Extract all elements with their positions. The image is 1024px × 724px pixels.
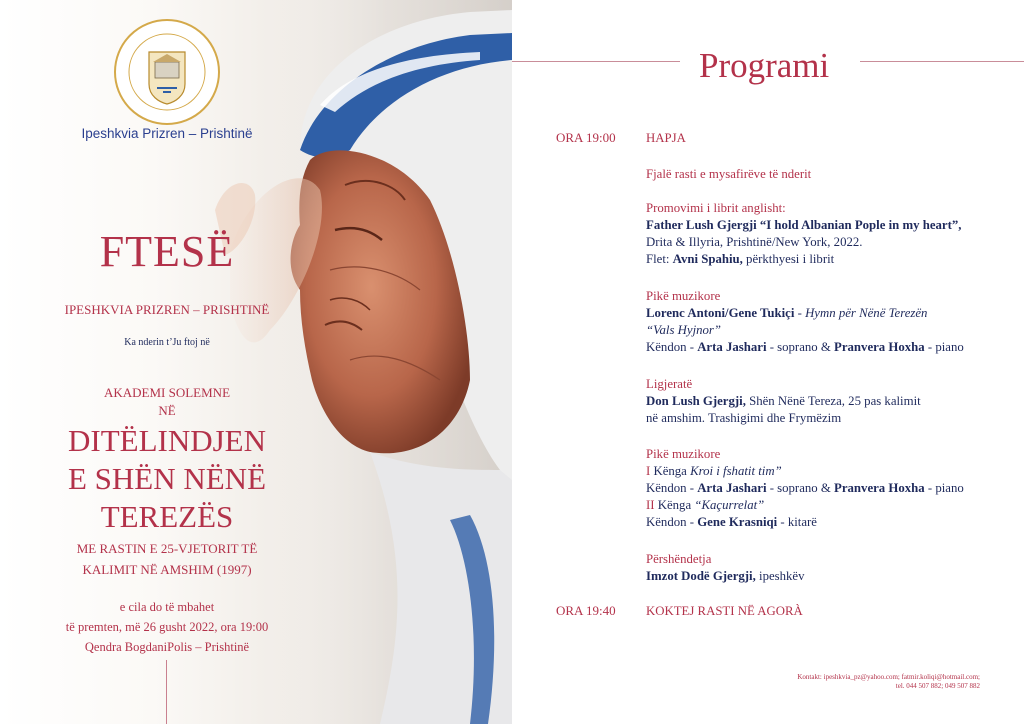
welcome-speech: Fjalë rasti e mysafirëve të nderit <box>646 167 812 181</box>
music-label: Pikë muzikore <box>646 289 721 303</box>
lecture-title-1: Shën Nënë Tereza, 25 pas kalimit <box>745 394 921 408</box>
academy-heading <box>20 384 314 420</box>
soprano-text: - soprano & <box>766 340 835 354</box>
bishop-name: Imzot Dodë Gjergji, <box>646 569 756 583</box>
piano-text-2: - piano <box>924 481 964 495</box>
contact-info <box>797 673 980 691</box>
music-label-2: Pikë muzikore <box>646 447 721 461</box>
song-2-title: “Kaçurrelat” <box>694 498 765 512</box>
event-title-line-2: E SHËN NËNË <box>67 461 267 496</box>
lecture-item <box>646 376 1018 427</box>
event-venue: Qendra BogdaniPolis – Prishtinë <box>84 640 250 654</box>
bishop-role: ipeshkëv <box>755 569 805 583</box>
diocese-name: Ipeshkvia Prizren – Prishtinë <box>81 126 253 141</box>
opening-label: HAPJA <box>646 131 686 145</box>
speaker-role: përkthyesi i librit <box>742 252 835 266</box>
vals-title: “Vals Hyjnor” <box>646 323 722 337</box>
guitar-text: - kitarë <box>777 515 817 529</box>
singer: Arta Jashari <box>697 340 767 354</box>
guitarist: Gene Krasniqi <box>697 515 778 529</box>
time-cocktail: ORA 19:40 <box>556 603 616 618</box>
song-1-title: Kroi i fshatit tim” <box>690 464 782 478</box>
soprano-text-2: - soprano & <box>766 481 835 495</box>
music-item-2 <box>646 446 1018 531</box>
event-details <box>20 597 314 657</box>
item-i: I <box>646 464 654 478</box>
academy-line: AKADEMI SOLEMNE <box>103 385 231 400</box>
pianist-2: Pranvera Hoxha <box>834 481 925 495</box>
hymn-title: Hymn për Nënë Terezën <box>805 306 928 320</box>
song-word: Kënga <box>653 464 691 478</box>
book-promotion <box>646 200 1018 268</box>
promotion-label: Promovimi i librit anglisht: <box>646 201 786 215</box>
book-title: Father Lush Gjergji “I hold Albanian Pople in my heart”, <box>646 218 962 232</box>
lecture-title-2: në amshim. Trashigimi dhe Frymëzim <box>646 411 842 425</box>
decorative-divider <box>166 660 167 724</box>
song-word-2: Kënga <box>657 498 695 512</box>
music-item-1 <box>646 288 1018 356</box>
occasion-line-2: KALIMIT NË AMSHIM (1997) <box>82 562 252 577</box>
greeting-item <box>646 551 1018 585</box>
contact-emails: Kontakt: ipeshkvia_pz@yahoo.com; fatmir.koliqi@hotmail.com; <box>797 673 980 681</box>
lecture-label: Ligjeratë <box>646 377 693 391</box>
speaker-name: Avni Spahiu, <box>672 252 743 266</box>
book-publisher: Drita & Illyria, Prishtinë/New York, 2022. <box>646 235 863 249</box>
program-title: Programi <box>699 46 830 85</box>
composers: Lorenc Antoni/Gene Tukiçi <box>646 306 795 320</box>
separator: - <box>794 306 806 320</box>
cocktail-label: KOKTEJ RASTI NË AGORÀ <box>646 604 803 618</box>
event-title-line-3: TEREZËS <box>100 499 234 534</box>
piano-text: - piano <box>924 340 964 354</box>
occasion-line-1: ME RASTIN E 25-VJETORIT TË <box>76 541 258 556</box>
greeting-label: Përshëndetja <box>646 552 712 566</box>
contact-phones: tel. 044 507 882; 049 507 882 <box>895 682 980 690</box>
sings-prefix: Këndon - <box>646 340 698 354</box>
event-title-line-1: DITËLINDJEN <box>67 423 266 458</box>
pianist: Pranvera Hoxha <box>834 340 925 354</box>
title-rule-left <box>512 61 680 62</box>
invite-line: Ka nderin t’Ju ftoj në <box>124 337 210 348</box>
time-opening: ORA 19:00 <box>556 130 616 145</box>
event-date: të premten, më 26 gusht 2022, ora 19:00 <box>65 620 269 634</box>
item-ii: II <box>646 498 658 512</box>
speaker-prefix: Flet: <box>646 252 673 266</box>
lecturer: Don Lush Gjergji, <box>646 394 746 408</box>
invitation-title: FTESË <box>99 227 235 276</box>
program-panel <box>512 0 1024 724</box>
event-intro: e cila do të mbahet <box>119 600 215 614</box>
academy-in: NË <box>158 403 176 418</box>
title-rule-right <box>860 61 1024 62</box>
organizer-name: IPESHKVIA PRIZREN – PRISHTINË <box>64 302 270 317</box>
sings-prefix-3: Këndon - <box>646 515 698 529</box>
diocese-seal-icon <box>113 18 221 126</box>
sings-prefix-2: Këndon - <box>646 481 698 495</box>
occasion-text <box>20 538 314 580</box>
singer-2: Arta Jashari <box>697 481 767 495</box>
event-title <box>20 422 314 536</box>
